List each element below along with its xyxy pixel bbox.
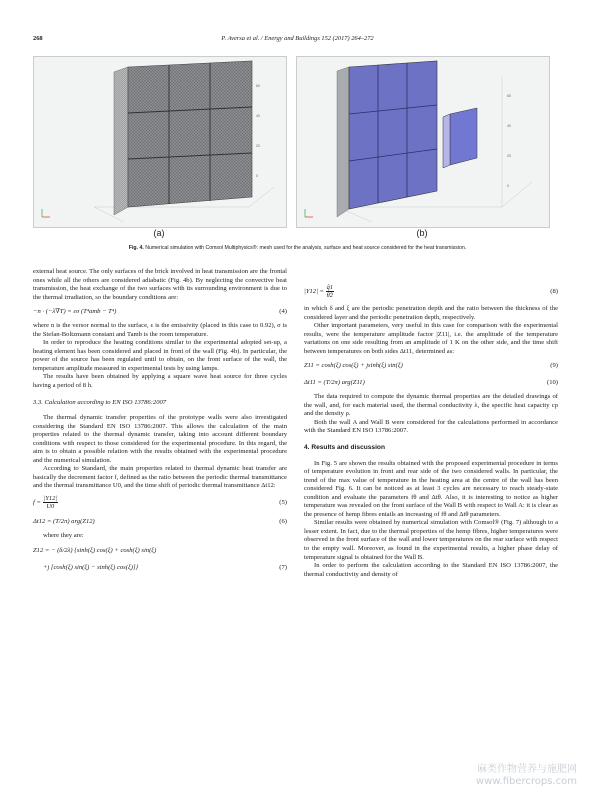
- equation-number: (4): [279, 308, 287, 316]
- equation-body: Z11 = cosh(ξ) cos(ξ) + jsinh(ξ) sin(ξ): [304, 362, 403, 370]
- paragraph: The data required to compute the dynamic thermal properties are the detailed drawings of the wall, and, for each material used, the thermal conductivity λ, the specific heat capacity cp and the density ρ.: [304, 393, 558, 418]
- caption-text: Numerical simulation with Comsol Multiphysics®: mesh used for the analysis, surface and heat source considered for the heat transmission.: [143, 245, 467, 251]
- watermark: [476, 764, 577, 788]
- equation-7-line-1: [33, 544, 287, 558]
- figure-caption: [33, 245, 562, 251]
- watermark-line-2: www.fibercrops.com: [475, 776, 577, 787]
- equation-body: Z12 = − (δ/2λ) {sinh(ξ) cos(ξ) + cosh(ξ) sin(ξ): [33, 546, 157, 554]
- section-heading: 4. Results and discussion: [304, 444, 385, 452]
- paragraph: In order to reproduce the heating conditions similar to the experimental adopted set-up, a heating element has been considered and placed in front of the wall (Fig. 4b). In particular, the power of the source has been regulated until to obtain, on the front surface of the wall, the temperature amplitude measured in experimental tests by using lamps.: [33, 339, 287, 372]
- paragraph: In order to perform the calculation according to the Standard EN ISO 13786:2007, the thermal conductivity and density of: [304, 562, 558, 578]
- page-header: [33, 35, 562, 47]
- page-number: 268: [33, 35, 43, 42]
- equation-4: [33, 305, 287, 319]
- running-head: P. Aversa et al. / Energy and Buildings 152 (2017) 264–272: [221, 35, 374, 42]
- equation-body: Δt11 = (T/2π) arg(Z11): [304, 379, 365, 387]
- equation-10: [304, 376, 558, 390]
- panel-b-label: (b): [416, 228, 428, 238]
- svg-text:0: 0: [256, 174, 258, 178]
- mesh-render: [34, 57, 286, 227]
- equation-number: (7): [279, 563, 287, 571]
- right-column: [304, 268, 558, 579]
- paragraph: The thermal dynamic transfer properties of the prototype walls were also investigated considering the Standard EN ISO 13786:2007. This allows the calculation of the main properties related to the thermal dynamic transfer, taking into account different boundary conditions with respect to those considered for the experimental procedure. In this regard, the aim is to obtain a possible relation with the results obtained with the experimental procedure and the numerical simulation.: [33, 414, 287, 464]
- equation-body: +j [cosh(ξ) sin(ξ) − sinh(ξ) cos(ξ)]}: [43, 563, 139, 571]
- svg-text:60: 60: [507, 94, 511, 98]
- heat-source-render: [297, 57, 549, 227]
- equation-lhs: f =: [33, 499, 41, 507]
- equation-number: (8): [550, 288, 558, 295]
- equation-number: (5): [279, 499, 287, 507]
- equation-8: [304, 282, 558, 302]
- paragraph: where they are:: [43, 532, 84, 540]
- equation-number: (6): [279, 518, 287, 526]
- equation-fraction: [326, 284, 334, 299]
- figure-4: [33, 56, 562, 251]
- fraction-denominator: U0: [46, 503, 55, 511]
- figure-panel-a: [33, 56, 287, 228]
- svg-text:20: 20: [256, 144, 260, 148]
- equation-number: (10): [547, 379, 558, 387]
- paragraph: Other important parameters, very useful in this case for comparison with the experimental results, were the temperature amplitude factor |Z11|, i.e. the amplitude of the temperature variations on one side resulting from an amplitude of 1 K on the other side, and the time shift between temperatures on both sides Δt11, determined as:: [304, 322, 558, 355]
- fraction-numerator: |Y12|: [43, 495, 58, 503]
- equation-lhs: |Y12| =: [304, 288, 324, 295]
- equation-number: (9): [550, 362, 558, 370]
- equation-7-line-2: [33, 561, 287, 575]
- equation-5: [33, 494, 287, 512]
- paragraph: Both the wall A and Wall B were considered for the calculations performed in accordance with the Standard EN ISO 13786:2007.: [304, 418, 558, 435]
- paragraph: According to Standard, the main properties related to thermal dynamic heat transfer are basically the decrement factor f, defined as the ratio between the periodic thermal transmittance and the thermal transmittance U0, and the time shift of periodic thermal transmittance Δt12:: [33, 465, 287, 490]
- paragraph: In Fig. 5 are shown the results obtained with the proposed experimental procedure in terms of temperature evolution in front and rear side of the two considered walls. In particular, the trend of the max value of temperature in the heating area at the centre of the wall has been considered Fig. 6. It can be noticed as at least 3 cycles are necessary to reach steady-state condition and evaluate the parameters fθ and Δtθ. Also, it is interesting to notice as higher temperature was revealed on the front surface of the Wall B with respect to Wall A: it is clear as the presence of hemp fibres entails an increasing of fθ and Δtθ parameters.: [304, 459, 558, 518]
- fraction-denominator: θ̂2: [326, 291, 333, 299]
- panel-a-label: (a): [153, 228, 165, 238]
- paragraph: Similar results were obtained by numerical simulation with Comsol® (Fig. 7) although to a lesser extent. In fact, due to the thermal properties of the hemp fibres, higher temperatures were observed in the front surface of the wall and lower temperatures on the rear surface with respect to the empty wall. Moreover, as found in the experimental results, a higher phase delay of temperature signal is obtained for the Wall B.: [304, 519, 558, 561]
- equation-9: [304, 359, 558, 373]
- svg-text:40: 40: [256, 114, 260, 118]
- equation-body: −n · (−λ∇T) = εσ (T⁴amb − T⁴): [33, 308, 117, 316]
- paragraph: external heat source. The only surfaces of the brick involved in heat transmission are the frontal ones while all the others are considered adiabatic (Fig. 4b). By neglecting the convective heat transmission, the heat exchange of the two surfaces with its surrounding environment is due to the thermal irradiation, so the boundary conditions are:: [33, 268, 287, 301]
- paragraph: The results have been obtained by applying a square wave heat source for three cycles having a period of 8 h.: [33, 373, 287, 390]
- fraction-numerator: q̂1: [326, 283, 334, 291]
- watermark-line-1: 麻类作物营养与施肥网: [477, 764, 577, 775]
- svg-text:60: 60: [256, 84, 260, 88]
- left-column: [33, 268, 287, 578]
- equation-6: [33, 515, 287, 529]
- equation-fraction: [43, 495, 58, 510]
- svg-text:40: 40: [507, 124, 511, 128]
- paragraph: in which δ and ξ are the periodic penetration depth and the ratio between the thickness of the considered layer and the periodic penetration depth, respectively.: [304, 305, 558, 321]
- paragraph: where n is the versor normal to the surface, ε is the emissivity (placed in this case to 0.92), σ is the Stefan-Boltzmann constant and Tamb is the room temperature.: [33, 322, 287, 338]
- equation-body: Δt12 = (T/2π) arg(Z12): [33, 518, 95, 526]
- figure-panel-b: [296, 56, 550, 228]
- section-heading: 3.3. Calculation according to EN ISO 13786:2007: [33, 398, 167, 406]
- caption-label: Fig. 4.: [128, 245, 144, 251]
- svg-text:20: 20: [507, 154, 511, 158]
- svg-text:0: 0: [507, 184, 509, 188]
